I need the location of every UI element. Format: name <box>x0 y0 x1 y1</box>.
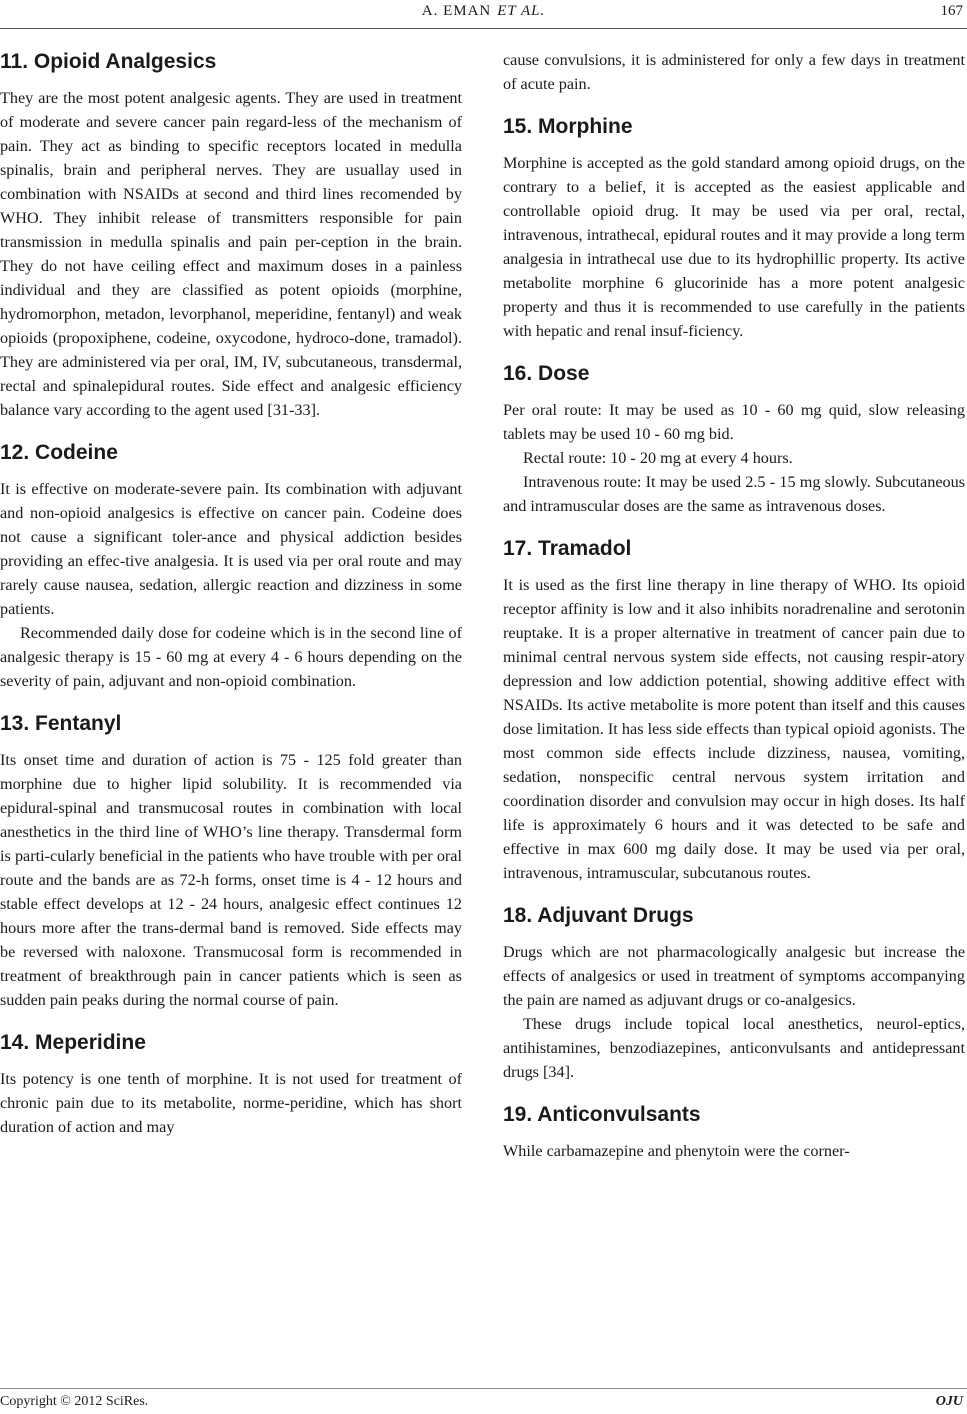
section-title-tramadol: 17. Tramadol <box>503 537 632 560</box>
paragraph: Recommended daily dose for codeine which is in the second line of analgesic therapy is 15 - 60 mg at every 4 - 6 hours depending on the severity of pain, adjuvant and non-opioid combination. <box>0 624 462 690</box>
section-title-meperidine: 14. Meperidine <box>0 1031 146 1054</box>
running-head <box>0 3 967 20</box>
running-head-et-al: ET AL. <box>497 3 546 19</box>
paragraph: While carbamazepine and phenytoin were the corner- <box>503 1142 850 1160</box>
section-title-fentanyl: 13. Fentanyl <box>0 712 122 735</box>
paragraph: Rectal route: 10 - 20 mg at every 4 hours. <box>523 449 793 467</box>
section-title-opioid-analgesics: 11. Opioid Analgesics <box>0 50 217 73</box>
section-title-codeine: 12. Codeine <box>0 441 118 464</box>
left-column <box>0 48 462 1368</box>
right-column <box>503 48 965 1368</box>
paragraph: Per oral route: It may be used as 10 - 60 mg quid, slow releasing tablets may be used 10 - 60 mg bid. <box>503 401 965 443</box>
paragraph-continued: cause convulsions, it is administered for only a few days in treatment of acute pain. <box>503 51 965 93</box>
header-divider <box>0 28 967 29</box>
paragraph: Morphine is accepted as the gold standard among opioid drugs, on the contrary to a belief, it is accepted as the easiest applicable and controllable opioid drug. It may be used via per oral, rectal, intravenous, intrathecal, epidural routes and it may provide a long term analgesia in intrathecal use due to its hydrophillic property. Its active metabolite morphine 6 glucorinide has a more potent analgesic property and thus it is recommended to use carefully in the patients with hepatic and renal insuf-ficiency. <box>503 154 965 340</box>
copyright-notice: Copyright © 2012 SciRes. <box>0 1394 149 1409</box>
paragraph: It is effective on moderate-severe pain. Its combination with adjuvant and non-opioid analgesics is effective on cancer pain. Codeine does not cause a significant toler-ance and physical addiction besides providing an effec-tive analgesia. It is used via per oral route and may rarely cause nausea, sedation, allergic reaction and dizziness in some patients. <box>0 480 462 618</box>
section-title-anticonvulsants: 19. Anticonvulsants <box>503 1103 701 1126</box>
running-head-authors: A. EMAN <box>421 3 492 19</box>
paragraph: They are the most potent analgesic agents. They are used in treatment of moderate and severe cancer pain regard-less of the mechanism of pain. They act as binding to specific receptors located in medulla spinalis, brain and peripheral nerves. They are usuallay used in combination with NSAIDs at second and third lines recomended by WHO. They inhibit release of transmitters responsible for pain transmission in medulla spinalis and pain per-ception in the brain. They do not have ceiling effect and maximum doses in a painless individual and they are classified as potent opioids (morphine, hydromorphon, metadon, levorphanol, meperidine, fentanyl) and weak opioids (propoxiphene, codeine, oxycodone, hydroco-done, tramadol). They are administered via per oral, IM, IV, subcutaneous, transdermal, rectal and spinalepidural routes. Side effect and analgesic efficiency balance vary according to the agent used [31-33]. <box>0 89 462 419</box>
section-title-morphine: 15. Morphine <box>503 115 633 138</box>
paragraph: Drugs which are not pharmacologically analgesic but increase the effects of analgesics or used in treatment of symptoms accompanying the pain are named as adjuvant drugs or co-analgesics. <box>503 943 965 1009</box>
footer-divider <box>0 1388 967 1389</box>
section-title-dose: 16. Dose <box>503 362 590 385</box>
paragraph: These drugs include topical local anesthetics, neurol-eptics, antihistamines, benzodiazepines, anticonvulsants and antidepressant drugs [34]. <box>503 1015 965 1081</box>
paragraph: Intravenous route: It may be used 2.5 - 15 mg slowly. Subcutaneous and intramuscular doses are the same as intravenous doses. <box>503 473 965 515</box>
paragraph: Its onset time and duration of action is 75 - 125 fold greater than morphine due to higher lipid solubility. It is recommended via epidural-spinal and transmucosal routes in combination with local anesthetics in the third line of WHO’s line therapy. Transdermal form is parti-cularly beneficial in the patients who have trouble with per oral route and the bands are as 72-h forms, onset time is 4 - 12 hours and stable effect develops at 12 - 24 hours, analgesic effect continues 12 hours more after the trans-dermal band is removed. Side effects may be reversed with naloxone. Transmucosal form is recommended in treatment of breakthrough pain in cancer patients which is seen as sudden pain peaks during the normal course of pain. <box>0 751 462 1009</box>
paragraph: It is used as the first line therapy in line therapy of WHO. Its opioid receptor affinity is low and it also inhibits noradrenaline and serotonin reuptake. It is a proper alternative in treatment of cancer pain due to minimal central nervous system side effects, not causing respir-atory depression and low addiction potential, showing additive effect with NSAIDs. Its active metabolite is more potent than itself and this causes dose limitation. It has less side effects than typical opioid agonists. The most common side effects include dizziness, nausea, vomiting, sedation, nonspecific central nervous system irritation and coordination disorder and convulsion may occur in high doses. Its half life is approximately 6 hours and it was detected to be safe and effective in max 600 mg daily dose. It may be used via per oral, intravenous, intramuscular, subcutanous routes. <box>503 576 965 882</box>
page-number: 167 <box>940 3 963 19</box>
section-title-adjuvant-drugs: 18. Adjuvant Drugs <box>503 904 694 927</box>
journal-abbreviation: OJU <box>935 1394 963 1409</box>
page-header <box>0 0 967 30</box>
paragraph: Its potency is one tenth of morphine. It is not used for treatment of chronic pain due to its metabolite, norme-peridine, which has short duration of action and may <box>0 1070 462 1136</box>
